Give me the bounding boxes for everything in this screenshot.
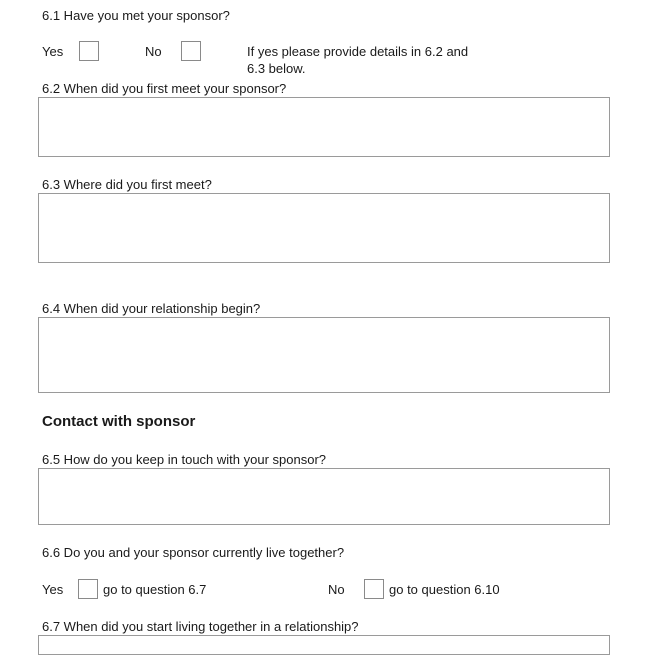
- question-6-1-label: 6.1 Have you met your sponsor?: [42, 8, 230, 23]
- question-6-3-label: 6.3 Where did you first meet?: [42, 177, 212, 192]
- question-6-2-label: 6.2 When did you first meet your sponsor?: [42, 81, 287, 96]
- live-together-yes-checkbox[interactable]: [78, 579, 98, 599]
- live-together-no-checkbox[interactable]: [364, 579, 384, 599]
- details-note: [247, 43, 487, 77]
- question-6-4-label: 6.4 When did your relationship begin?: [42, 301, 261, 316]
- met-sponsor-yes-checkbox[interactable]: [79, 41, 99, 61]
- relationship-begin-field[interactable]: [38, 317, 610, 393]
- live-together-no-instruction: go to question 6.10: [389, 582, 500, 597]
- details-note-line-1: If yes please provide details in 6.2 and: [247, 44, 469, 59]
- live-together-yes-label: Yes: [42, 582, 64, 597]
- met-sponsor-yes-label: Yes: [42, 44, 64, 59]
- question-6-5-label: 6.5 How do you keep in touch with your sponsor?: [42, 452, 327, 467]
- live-together-no-label: No: [328, 582, 345, 597]
- first-meet-date-field[interactable]: [38, 97, 610, 157]
- question-6-6-label: 6.6 Do you and your sponsor currently live together?: [42, 545, 345, 560]
- first-meet-place-field[interactable]: [38, 193, 610, 263]
- met-sponsor-no-label: No: [145, 44, 162, 59]
- section-heading: Contact with sponsor: [42, 413, 196, 430]
- details-note-line-2: 6.3 below.: [247, 61, 306, 76]
- living-together-start-field[interactable]: [38, 635, 610, 655]
- met-sponsor-no-checkbox[interactable]: [181, 41, 201, 61]
- question-6-7-label: 6.7 When did you start living together in a relationship?: [42, 619, 359, 634]
- keep-in-touch-field[interactable]: [38, 468, 610, 525]
- live-together-yes-instruction: go to question 6.7: [103, 582, 207, 597]
